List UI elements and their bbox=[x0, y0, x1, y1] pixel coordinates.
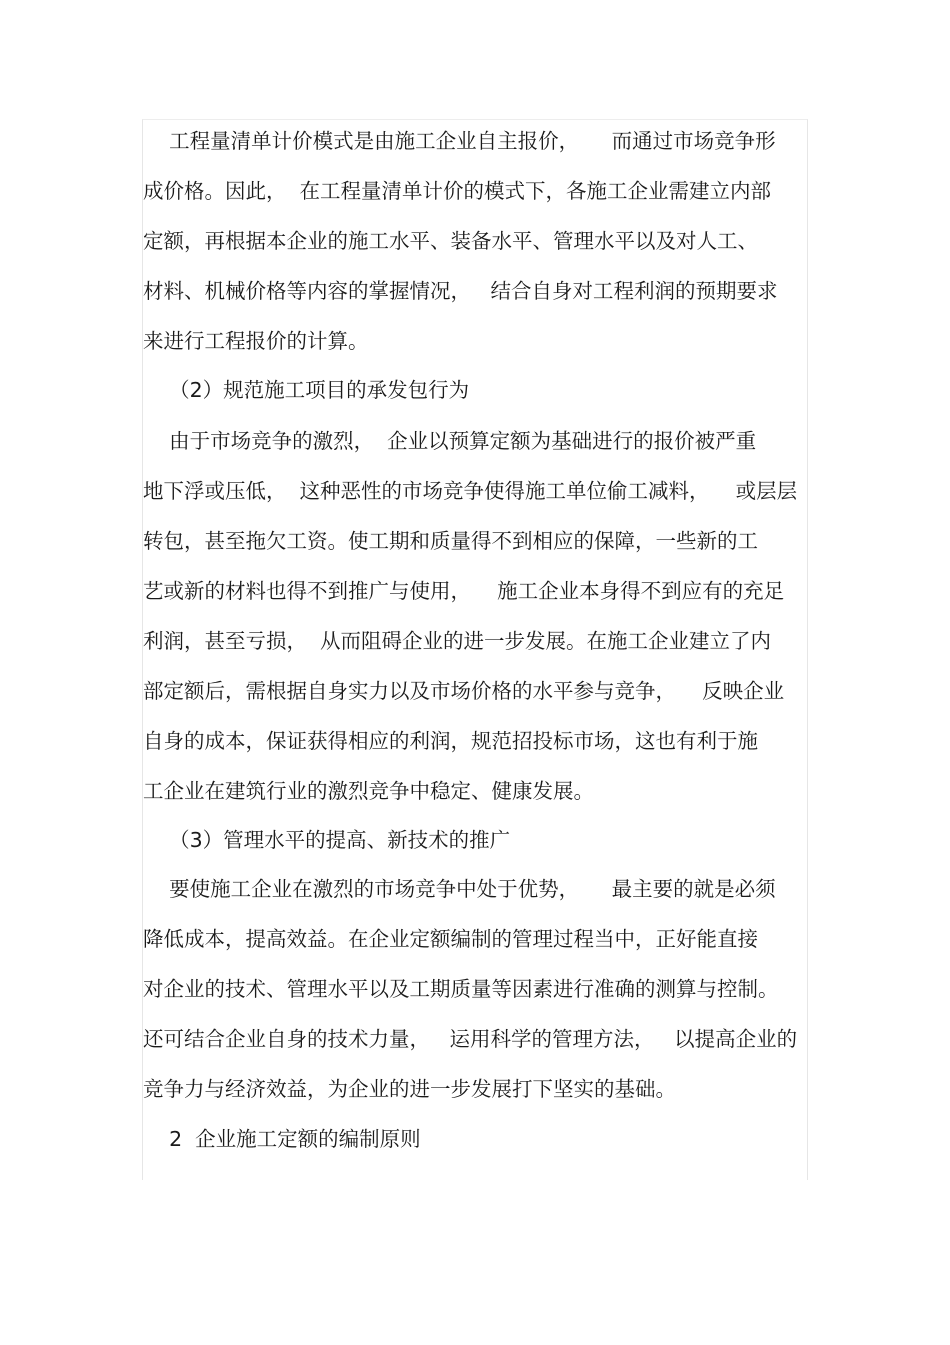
text-line: 艺或新的材料也得不到推广与使用， 施工企业本身得不到应有的充足 bbox=[143, 579, 785, 603]
text-line: 材料、机械价格等内容的掌握情况， 结合自身对工程利润的预期要求 bbox=[143, 279, 778, 303]
text-line: 定额，再根据本企业的施工水平、装备水平、管理水平以及对人工、 bbox=[143, 229, 758, 253]
text-line: 成价格。因此， 在工程量清单计价的模式下，各施工企业需建立内部 bbox=[143, 179, 772, 203]
text-line: 由于市场竞争的激烈， 企业以预算定额为基础进行的报价被严重 bbox=[143, 429, 757, 453]
text-line: 工企业在建筑行业的激烈竞争中稳定、健康发展。 bbox=[143, 779, 594, 803]
text-line: 降低成本，提高效益。在企业定额编制的管理过程当中，正好能直接 bbox=[143, 927, 758, 951]
text-line: 部定额后，需根据自身实力以及市场价格的水平参与竞争， 反映企业 bbox=[143, 679, 785, 703]
section-heading: 2 企业施工定额的编制原则 bbox=[143, 1127, 421, 1151]
text-line: 竞争力与经济效益，为企业的进一步发展打下坚实的基础。 bbox=[143, 1077, 676, 1101]
text-line: 地下浮或压低， 这种恶性的市场竞争使得施工单位偷工减料， 或层层 bbox=[143, 479, 798, 503]
text-line: 还可结合企业自身的技术力量， 运用科学的管理方法， 以提高企业的 bbox=[143, 1027, 798, 1051]
text-line: 自身的成本，保证获得相应的利润，规范招投标市场，这也有利于施 bbox=[143, 729, 758, 753]
text-line: 对企业的技术、管理水平以及工期质量等因素进行准确的测算与控制。 bbox=[143, 977, 779, 1001]
text-line: 工程量清单计价模式是由施工企业自主报价， 而通过市场竞争形 bbox=[143, 129, 776, 153]
section-heading: （3）管理水平的提高、新技术的推广 bbox=[143, 828, 511, 852]
text-line: 来进行工程报价的计算。 bbox=[143, 329, 369, 353]
text-line: 利润，甚至亏损， 从而阻碍企业的进一步发展。在施工企业建立了内 bbox=[143, 629, 772, 653]
text-line: 转包，甚至拖欠工资。使工期和质量得不到相应的保障，一些新的工 bbox=[143, 529, 758, 553]
section-heading: （2）规范施工项目的承发包行为 bbox=[143, 378, 470, 402]
text-line: 要使施工企业在激烈的市场竞争中处于优势， 最主要的就是必须 bbox=[143, 877, 776, 901]
